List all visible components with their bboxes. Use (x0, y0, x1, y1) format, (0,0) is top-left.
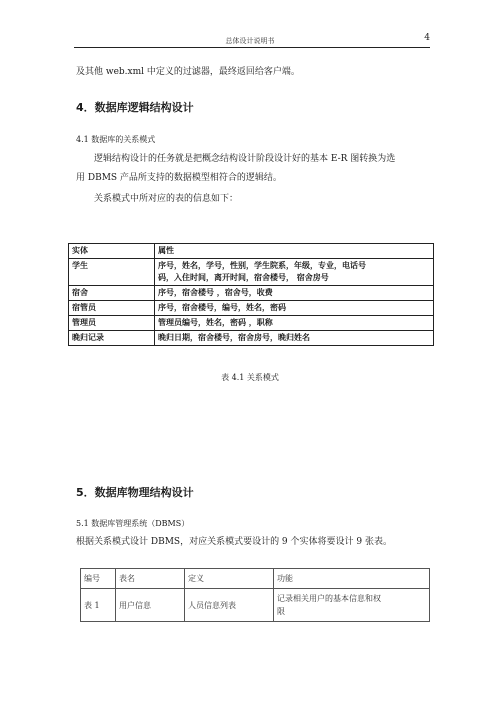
attribute-line: 序号，姓名，学号，性别，学生院系，年级，专业，电话号 (158, 261, 366, 270)
intro-line: 及其他 web.xml 中定义的过滤器，最终返回给客户端。 (76, 67, 300, 77)
paragraph-line: 用 DBMS 产品所支持的数据模型相符合的逻辑结。 (76, 173, 282, 183)
section-5-1-heading: 5.1 数据库管理系统（DBMS） (76, 519, 190, 528)
table-header-row (69, 244, 434, 259)
attribute-cell: 管理员编号，姓名，密码 ，职称 (155, 316, 434, 331)
attribute-cell: 序号，宿舍楼号 ，宿舍号，收费 (155, 286, 434, 301)
header-divider (74, 47, 430, 48)
entity-cell: 学生 (69, 259, 155, 286)
table-row (69, 316, 434, 331)
entity-cell: 宿舍 (69, 286, 155, 301)
section-4-1-heading: 4.1 数据库的关系模式 (76, 135, 156, 144)
paragraph-text: 根据关系模式设计 DBMS，对应关系模式要设计的 9 个实体将要设计 9 张表。 (76, 537, 392, 547)
table-header-cell: 属性 (155, 244, 434, 259)
table-header-cell: 编号 (81, 569, 116, 589)
table-row (69, 259, 434, 286)
attribute-line: 码，入住时间，离开时间，宿舍楼号， 宿舍房号 (158, 273, 329, 282)
paragraph-text: 关系模式中所对应的表的信息如下： (94, 194, 239, 204)
relation-schema-table (68, 243, 434, 346)
table-header-cell: 功能 (274, 569, 430, 589)
table-header-row (81, 569, 430, 589)
entity-cell: 晚归记录 (69, 331, 155, 346)
section-4-heading: 4．数据库逻辑结构设计 (76, 101, 194, 114)
table-row (69, 301, 434, 316)
table-cell: 人员信息列表 (185, 589, 274, 622)
entity-cell: 管理员 (69, 316, 155, 331)
attribute-cell: 序号，宿舍楼号，编号，姓名，密码 (155, 301, 434, 316)
entity-cell: 宿管员 (69, 301, 155, 316)
table-row (81, 589, 430, 622)
function-line: 限 (277, 607, 285, 616)
attribute-cell: 晚归日期，宿舍楼号，宿舍房号，晚归姓名 (155, 331, 434, 346)
table-cell: 用户信息 (116, 589, 185, 622)
table-row (69, 331, 434, 346)
table-cell (274, 589, 430, 622)
table-cell: 表 1 (81, 589, 116, 622)
paragraph-line: 逻辑结构设计的任务就是把概念结构设计阶段设计好的基本 E-R 图转换为选 (94, 154, 396, 164)
table-header-cell: 定义 (185, 569, 274, 589)
function-line: 记录相关用户的基本信息和权 (277, 594, 381, 603)
page-number: 4 (424, 33, 430, 43)
section-5-heading: 5．数据库物理结构设计 (76, 486, 194, 499)
table-list-table (80, 568, 430, 622)
attribute-cell (155, 259, 434, 286)
table-header-cell: 表名 (116, 569, 185, 589)
header-title: 总体设计说明书 (225, 37, 275, 45)
table-header-cell: 实体 (69, 244, 155, 259)
table-caption: 表 4.1 关系模式 (221, 373, 279, 382)
table-row (69, 286, 434, 301)
